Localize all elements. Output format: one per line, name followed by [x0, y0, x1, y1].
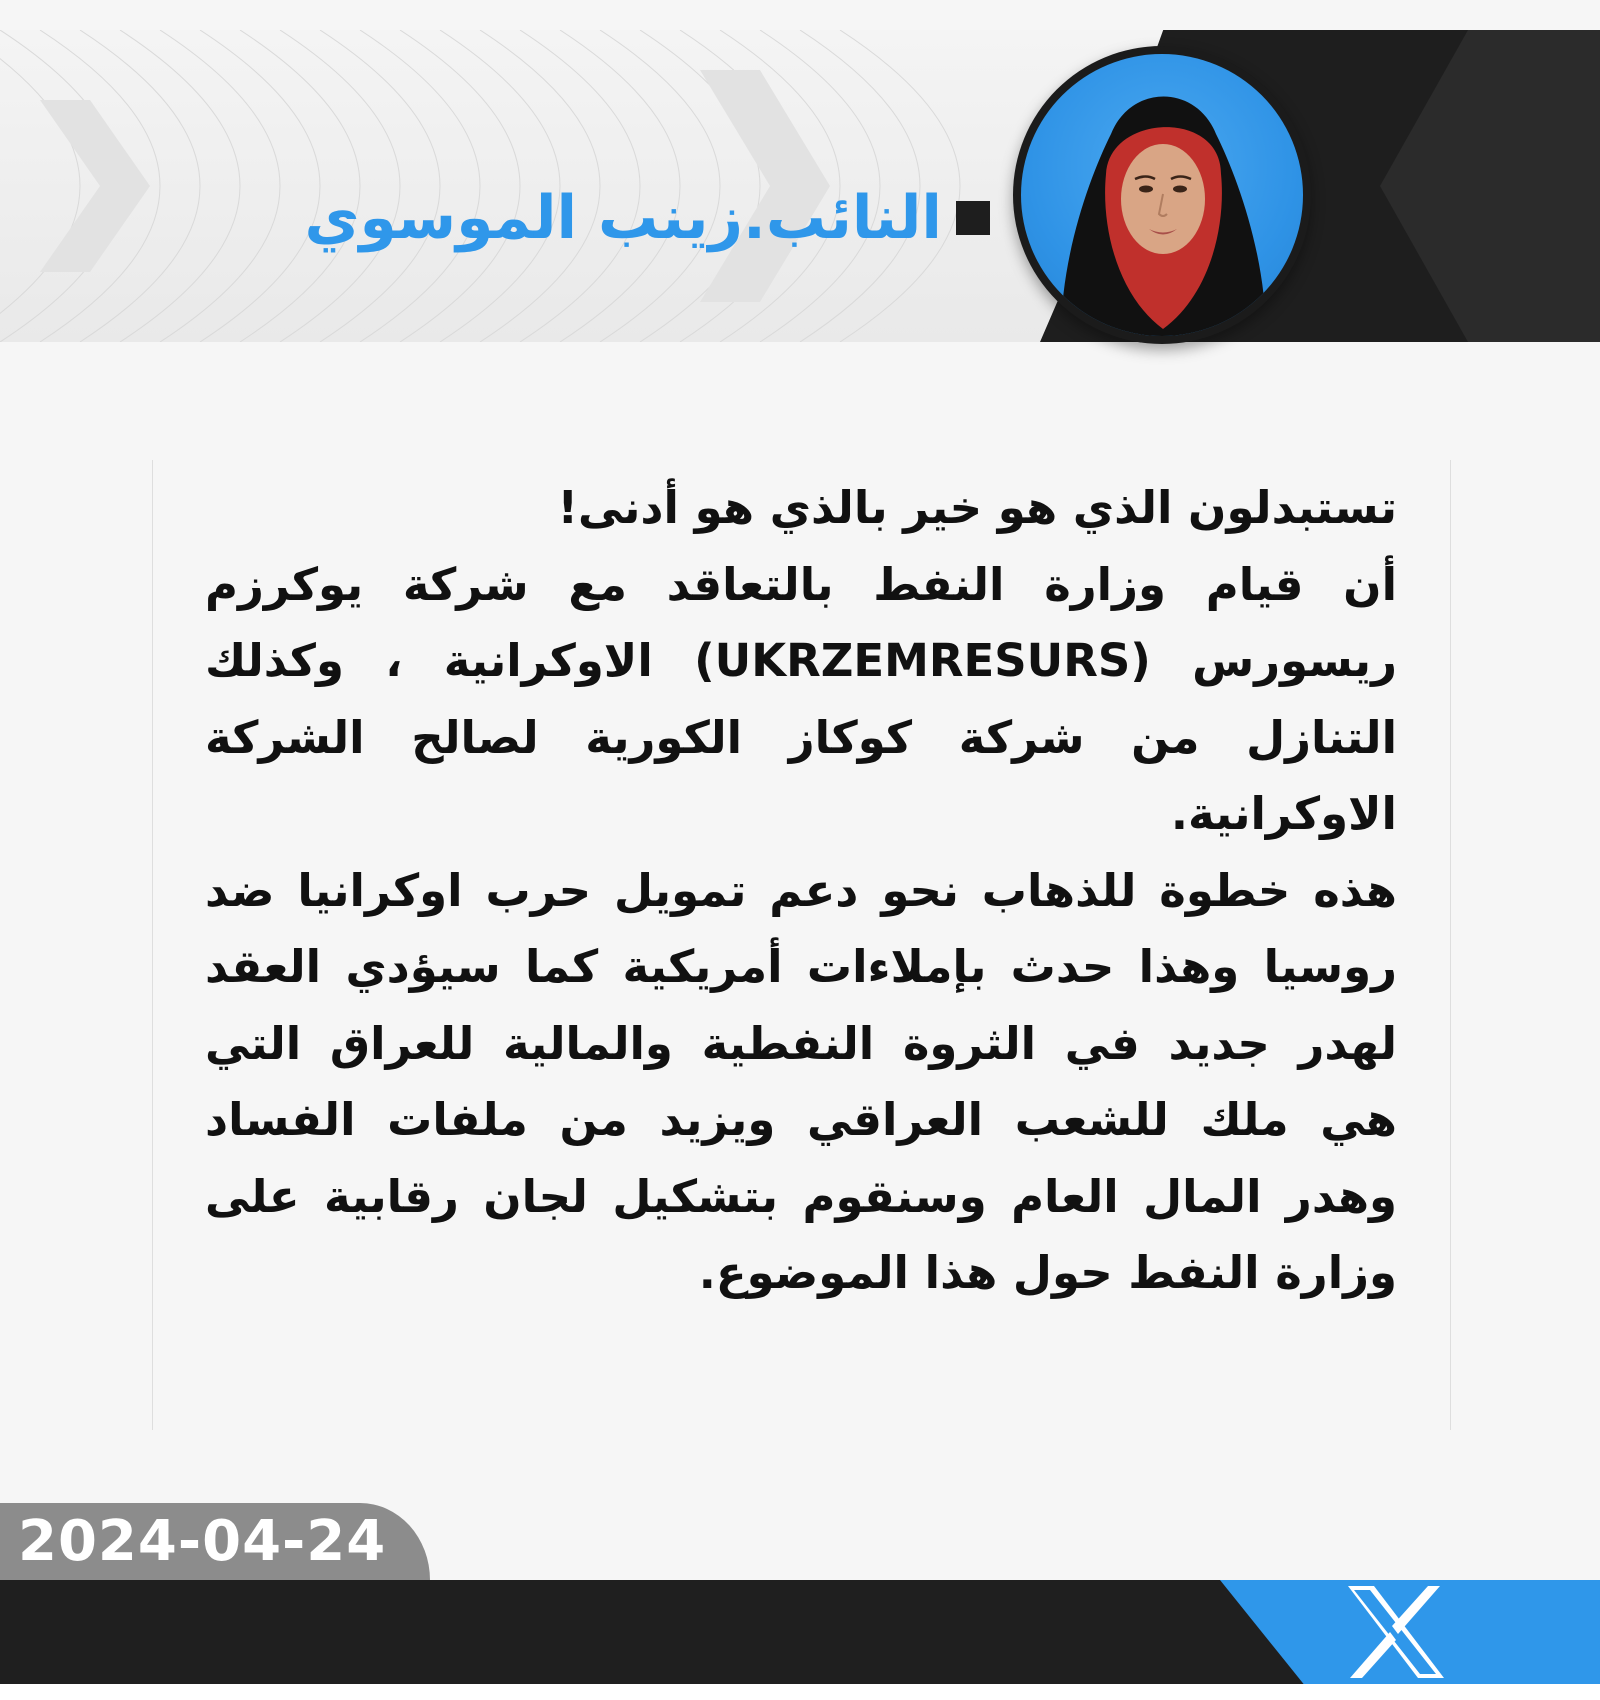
- footer-bottom-edge: [0, 1684, 1600, 1700]
- avatar: [1021, 54, 1303, 336]
- post-paragraph-1: أن قيام وزارة النفط بالتعاقد مع شركة يوكرزم ريسورس (UKRZEMRESURS) الاوكرانية ، وكذلك التنازل من شركة كوكاز الكورية لصالح الشركة الاوكرانية.: [205, 557, 1397, 840]
- avatar-portrait-icon: [1021, 54, 1303, 336]
- post-body: [205, 470, 1397, 1312]
- post-paragraph-2: هذه خطوة للذهاب نحو دعم تمويل حرب اوكرانيا ضد روسيا وهذا حدث بإملاءات أمريكية كما سيؤدي العقد لهدر جديد في الثروة النفطية والمالية للعراق التي هي ملك للشعب العراقي ويزيد من ملفات الفساد وهدر المال العام وسنقوم بتشكيل لجان رقابية على وزارة النفط حول هذا الموضوع.: [205, 863, 1397, 1299]
- avatar-frame: [1013, 46, 1311, 344]
- date-tab: [0, 1503, 430, 1580]
- post-title-line: تستبدلون الذي هو خير بالذي هو أدنى!: [557, 481, 1397, 534]
- post-date: 2024-04-24: [18, 1509, 387, 1574]
- author-name: النائب.زينب الموسوي: [304, 183, 942, 253]
- author-name-row: [170, 178, 990, 258]
- x-logo-icon: [1340, 1582, 1450, 1682]
- name-bullet-square: [956, 201, 990, 235]
